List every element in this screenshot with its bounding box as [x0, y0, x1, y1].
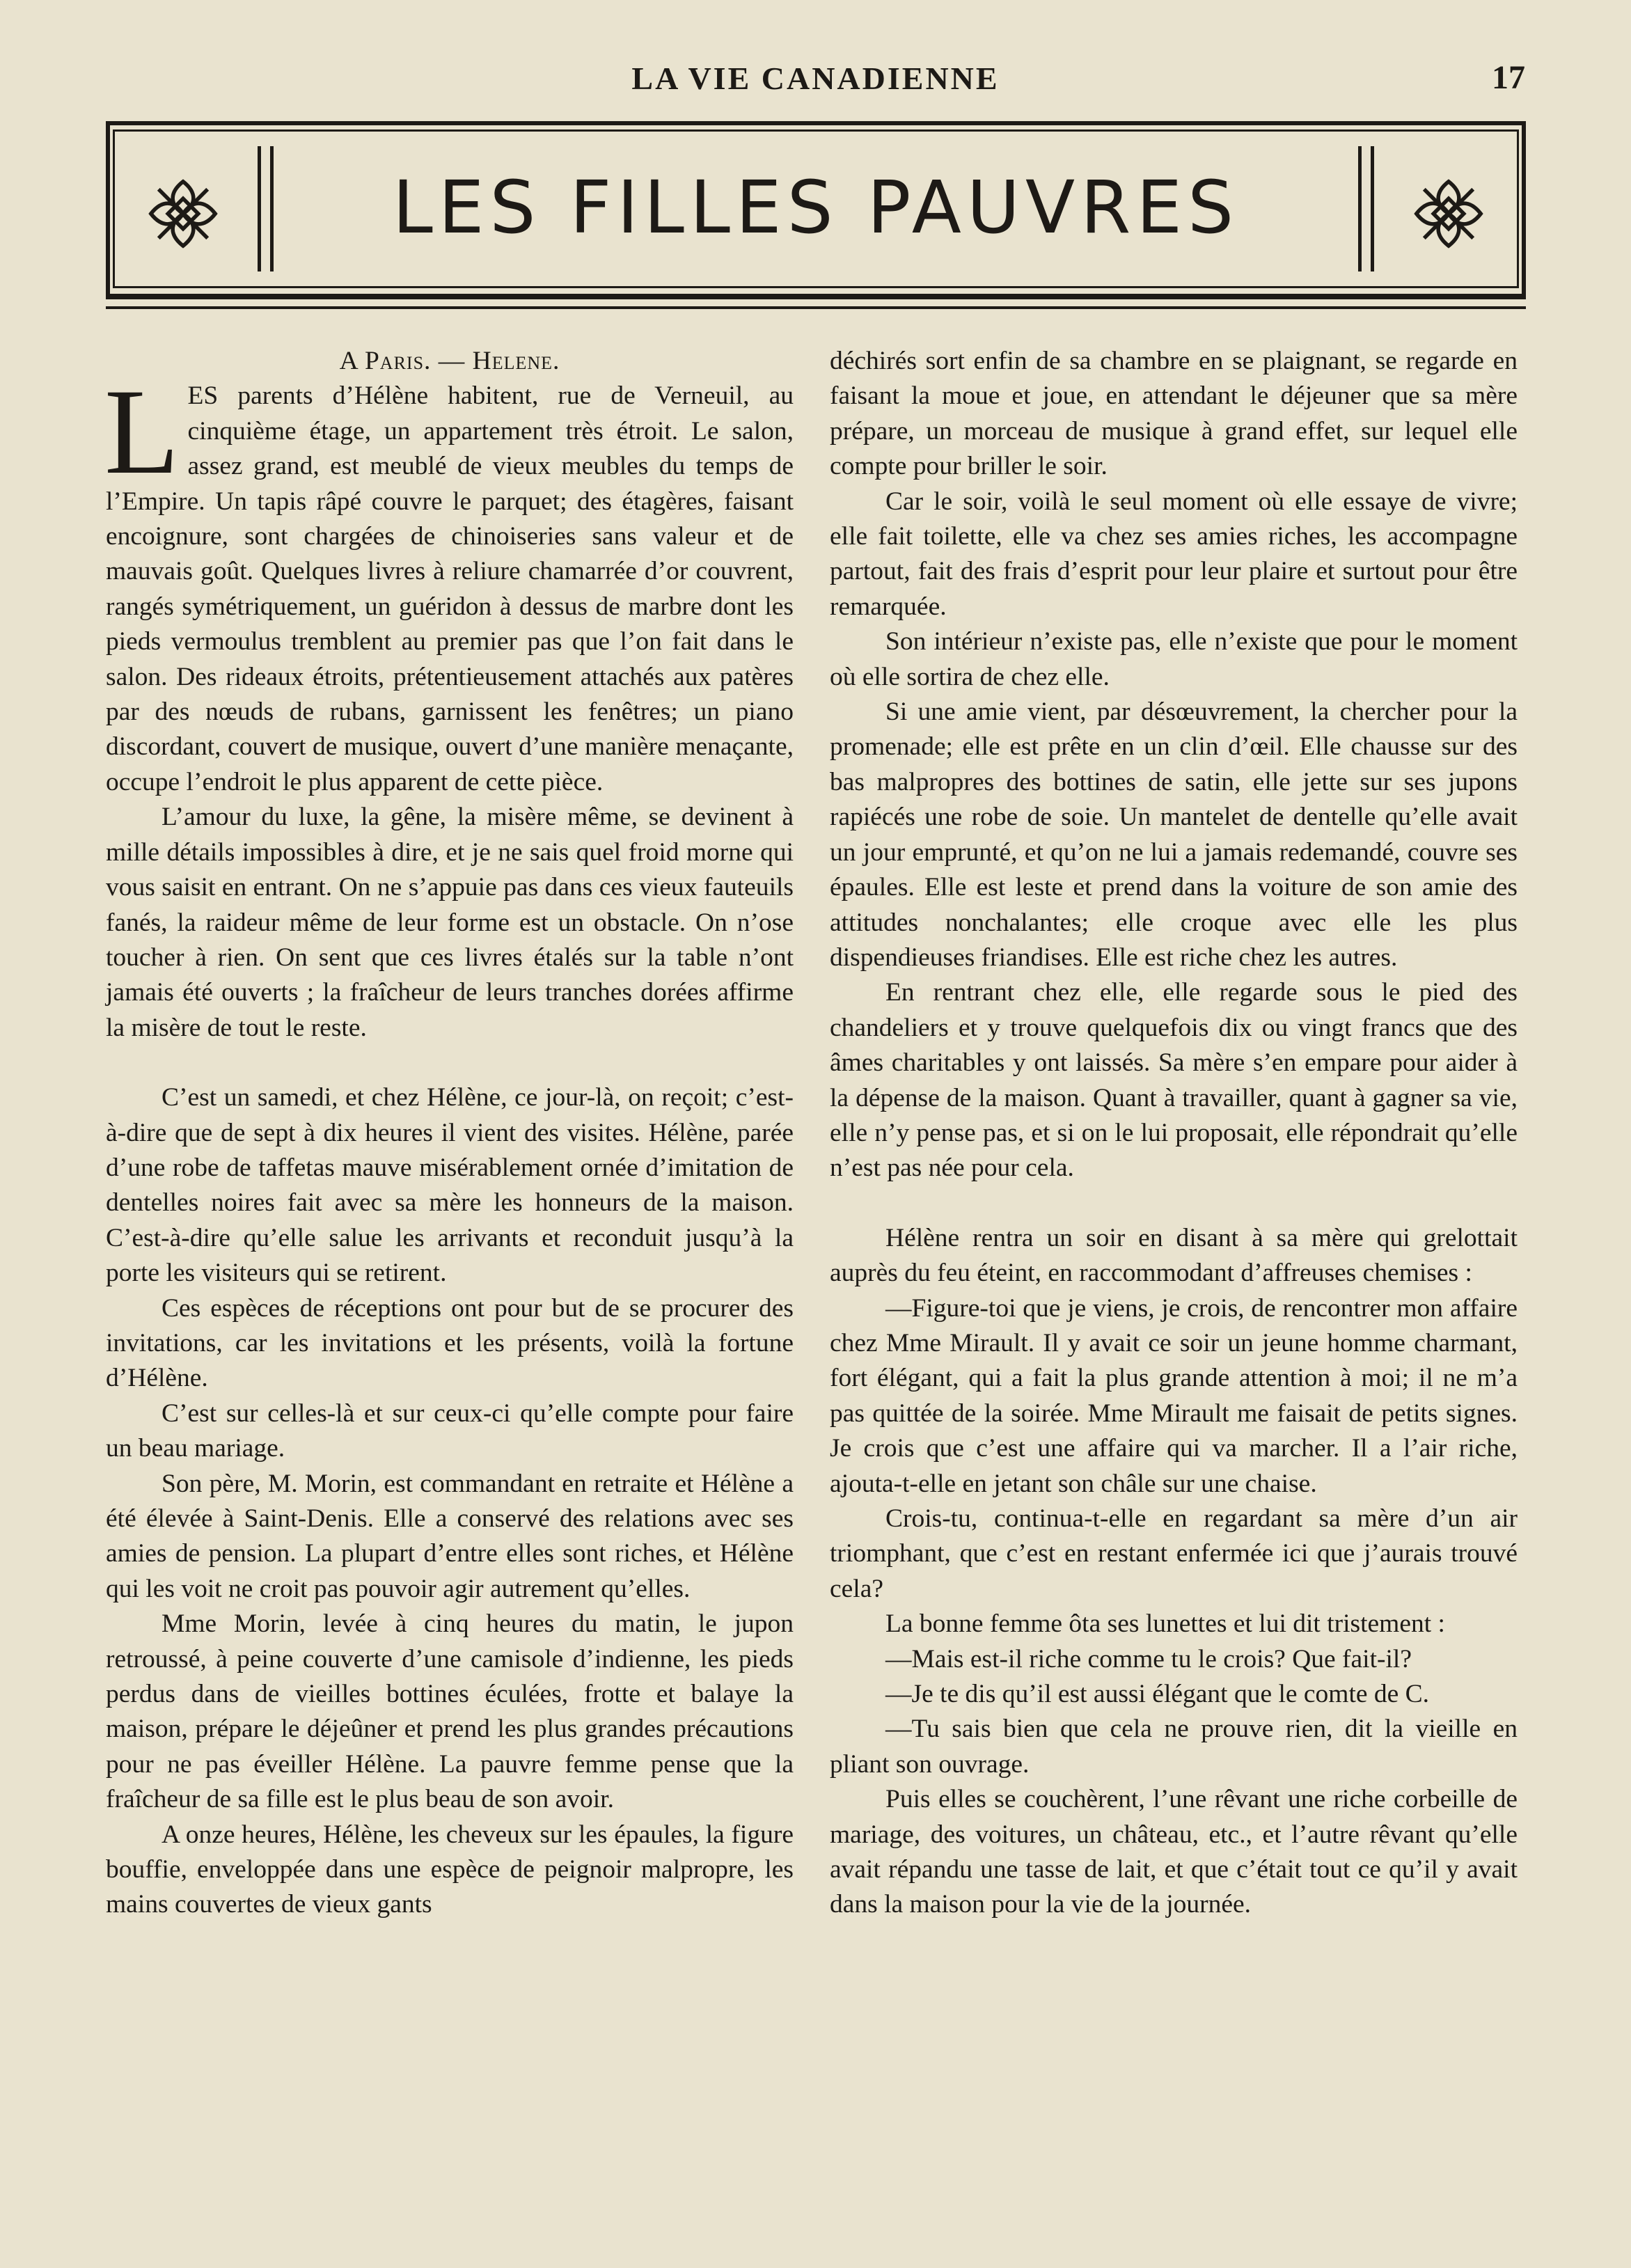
- paragraph: [104, 364, 794, 800]
- paragraph: déchirés sort enfin de sa chambre en se plaignant, se regarde en faisant la moue et joue, en attendant le déjeuner que sa mère prépare, un morceau de musique à grand effet, sur lequel elle compte pour briller le soir.: [830, 347, 1518, 481]
- drop-cap: L: [104, 364, 180, 501]
- paragraph: Son intérieur n’existe pas, elle n’existe que pour le moment où elle sortira de chez elle.: [830, 627, 1518, 691]
- paragraph: La bonne femme ôta ses lunettes et lui dit tristement :: [885, 1609, 1445, 1639]
- paragraph: C’est sur celles-là et sur ceux-ci qu’elle compte pour faire un beau mariage.: [106, 1399, 794, 1463]
- title-banner: [106, 121, 1526, 299]
- paragraph: En rentrant chez elle, elle regarde sous le pied des chandeliers et y trouve quelquefois dix ou vingt francs que des âmes charitables y ont laissés. Sa mère s’en empare pour aider à la dépense de la maison. Quant à travailler, quant à gagner sa vie, elle n’y pense pas, et si on le lui proposait, elle répondrait qu’elle n’est pas née pour cela.: [830, 978, 1518, 1183]
- running-header-title: LA VIE CANADIENNE: [631, 61, 1000, 96]
- dateline: A Paris. — Helene.: [339, 347, 560, 375]
- paragraph: C’est un samedi, et chez Hélène, ce jour-là, on reçoit; c’est-à-dire que de sept à dix heures il vient des visites. Hélène, parée d’une robe de taffetas mauve misérablement ornée d’imitation de dentelles noires fait avec sa mère les honneurs de la maison. C’est-à-dire qu’elle salue les arrivants et reconduit jusqu’à la porte les visiteurs qui se retirent.: [106, 1083, 794, 1288]
- paragraph: L’amour du luxe, la gêne, la misère même, se devinent à mille détails impossibles à dire, et je ne sais quel froid morne qui vous saisit en entrant. On ne s’appuie pas dans ces vieux fauteuils fanés, la raideur même de leur forme est un obstacle. On n’ose toucher à rien. On sent que ces livres étalés sur la table n’ont jamais été ouverts ; la fraîcheur de leurs tranches dorées affirme la misère de tout le reste.: [106, 803, 794, 1042]
- celtic-knot-icon: [145, 175, 221, 252]
- left-column: [106, 344, 794, 1923]
- paragraph: —Mais est-il riche comme tu le crois? Que fait-il?: [885, 1644, 1412, 1674]
- banner-divider: [1358, 146, 1362, 271]
- banner-divider: [1371, 146, 1374, 271]
- paragraph: Hélène rentra un soir en disant à sa mère qui grelottait auprès du feu éteint, en raccommodant d’affreuses chemises :: [830, 1223, 1518, 1288]
- article-title: LES FILLES PAUVRES: [392, 165, 1240, 250]
- paragraph: —Tu sais bien que cela ne prouve rien, dit la vieille en pliant son ouvrage.: [830, 1715, 1518, 1779]
- paragraph: A onze heures, Hélène, les cheveux sur les épaules, la figure bouffie, enveloppée dans une espèce de peignoir malpropre, les mains couvertes de vieux gants: [106, 1820, 794, 1919]
- paragraph: Si une amie vient, par désœuvrement, la chercher pour la promenade; elle est prête en un clin d’œil. Elle chausse sur des bas malpropres des bottines de satin, elle jette sur ses jupons rapiécés une robe de soie. Un mantelet de dentelle qu’elle avait un jour emprunté, et qu’on ne lui a jamais redemandé, couvre ses épaules. Elle est leste et prend dans la voiture de son amie des attitudes nonchalantes; elle croque avec elle les plus dispendieuses friandises. Elle est riche chez les autres.: [830, 698, 1518, 972]
- paragraph: Mme Morin, levée à cinq heures du matin, le jupon retroussé, à peine couverte d’une camisole d’indienne, les pieds perdus dans de vieilles bottines éculées, frotte et balaye la maison, prépare le déjeûner et prend les plus grandes précautions pour ne pas éveiller Hélène. La pauvre femme pense que la fraîcheur de sa fille est le plus beau de son avoir.: [106, 1609, 794, 1814]
- banner-divider: [270, 146, 274, 271]
- paragraph: Puis elles se couchèrent, l’une rêvant une riche corbeille de mariage, des voitures, un château, etc., et l’autre rêvant qu’elle avait répandu une tasse de lait, et que c’était tout ce qu’il y avait dans la maison pour la vie de la journée.: [830, 1785, 1518, 1919]
- paragraph: Crois-tu, continua-t-elle en regardant sa mère d’un air triomphant, que c’est en restant enfermée ici que j’aurais trouvé cela?: [830, 1504, 1518, 1603]
- paragraph-text: ES parents d’Hélène habitent, rue de Verneuil, au cinquième étage, un appartement très étroit. Le salon, assez grand, est meublé de vieux meubles du temps de l’Empire. Un tapis râpé couvre le parquet; des étagères, faisant encoignure, sont chargées de chinoiseries sans valeur et de mauvais goût. Quelques livres à reliure chamarrée d’or couvrent, rangés symétriquement, un guéridon à dessus de marbre dont les pieds vermoulus tremblent au premier pas que l’on fait dans le salon. Des rideaux étroits, prétentieusement attachés aux patères par des nœuds de rubans, garnissent les fenêtres; un piano discordant, couvert de musique, ouvert d’une manière menaçante, occupe l’endroit le plus apparent de cette pièce.: [106, 381, 794, 796]
- page-number: 17: [1492, 59, 1525, 96]
- paragraph: Car le soir, voilà le seul moment où elle essaye de vivre; elle fait toilette, elle va chez ses amies riches, les accompagne partout, fait des frais d’esprit pour leur plaire et surtout pour être remarquée.: [830, 487, 1518, 621]
- paragraph: Ces espèces de réceptions ont pour but de se procurer des invitations, car les invitations et les présents, voilà la fortune d’Hélène.: [106, 1293, 794, 1393]
- banner-underline: [106, 306, 1526, 309]
- celtic-knot-icon: [1410, 175, 1487, 252]
- paragraph: —Je te dis qu’il est aussi élégant que le comte de C.: [885, 1680, 1430, 1709]
- paragraph: Son père, M. Morin, est commandant en retraite et Hélène a été élevée à Saint-Denis. Elle a conservé des relations avec ses amies de pension. La plupart d’entre elles sont riches, et Hélène qui les voit ne croit pas pouvoir agir autrement qu’elles.: [106, 1469, 794, 1603]
- paragraph: —Figure-toi que je viens, je crois, de rencontrer mon affaire chez Mme Mirault. Il y avait ce soir un jeune homme charmant, fort élégant, qui a fait la plus grande attention à moi; il ne m’a pas quittée de la soirée. Mme Mirault me faisait de petits signes. Je crois que c’est une affaire qui va marcher. Il a l’air riche, ajouta-t-elle en jetant son châle sur une chaise.: [830, 1293, 1518, 1498]
- right-column: [830, 344, 1518, 1923]
- banner-divider: [258, 146, 261, 271]
